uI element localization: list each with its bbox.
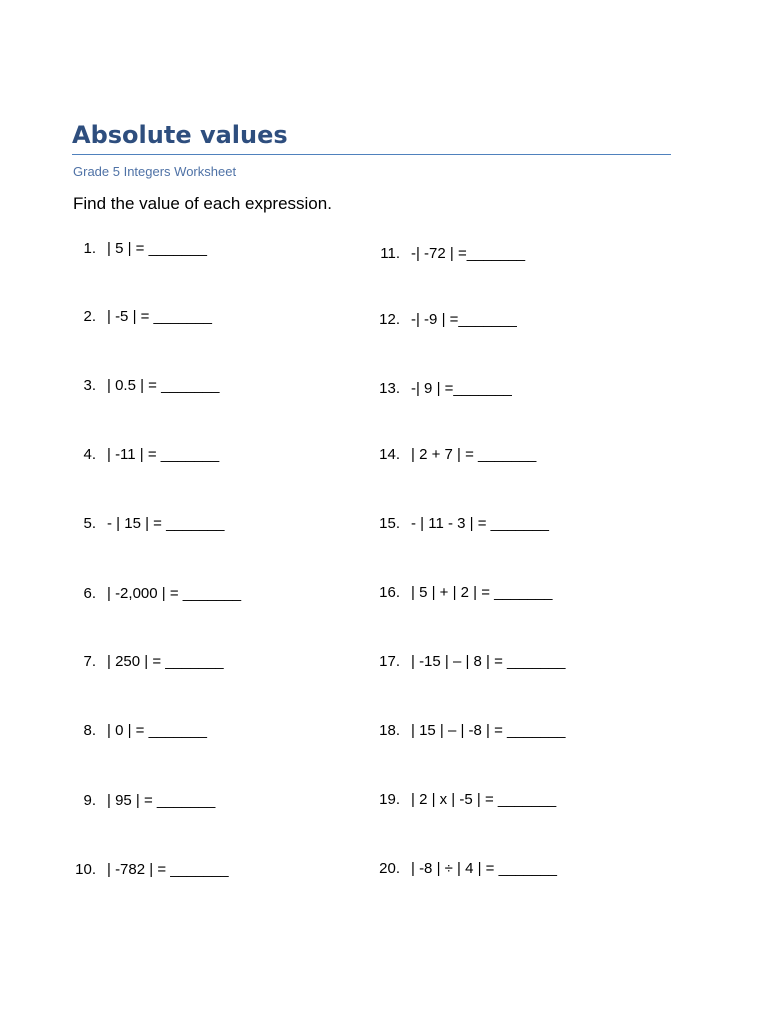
problem-expression: | -782 | = _______ xyxy=(107,861,229,878)
problem-number: 9. xyxy=(83,792,96,809)
problem-number: 2. xyxy=(83,308,96,325)
problem-expression: | 95 | = _______ xyxy=(107,792,216,809)
problem-expression: | 5 | = _______ xyxy=(107,240,207,257)
problem-number: 16. xyxy=(379,584,400,601)
problem-number: 5. xyxy=(83,515,96,532)
problem-expression: | 15 | – | -8 | = _______ xyxy=(411,722,566,739)
problem-19 xyxy=(366,790,556,810)
problem-expression: | 0.5 | = _______ xyxy=(107,377,220,394)
problem-5 xyxy=(62,514,224,534)
problem-16 xyxy=(366,583,553,603)
problem-expression: -| -9 | =_______ xyxy=(411,311,517,328)
problem-number: 1. xyxy=(83,240,96,257)
problem-expression: | -11 | = _______ xyxy=(107,446,220,463)
problem-18 xyxy=(366,721,565,741)
problem-expression: | 250 | = _______ xyxy=(107,653,224,670)
problem-9 xyxy=(62,791,215,811)
instructions: Find the value of each expression. xyxy=(73,194,332,213)
problem-number: 14. xyxy=(379,446,400,463)
problem-8 xyxy=(62,721,207,741)
problem-number: 6. xyxy=(83,585,96,602)
problem-number: 17. xyxy=(379,653,400,670)
problem-number: 20. xyxy=(379,860,400,877)
problem-11 xyxy=(366,244,525,264)
problem-13 xyxy=(366,379,512,399)
problem-expression: | -15 | – | 8 | = _______ xyxy=(411,653,566,670)
problem-20 xyxy=(366,859,557,879)
problem-4 xyxy=(62,445,219,465)
problem-expression: - | 15 | = _______ xyxy=(107,515,225,532)
problem-number: 7. xyxy=(83,653,96,670)
title-divider xyxy=(72,154,671,155)
problem-number: 8. xyxy=(83,722,96,739)
problem-expression: | -8 | ÷ | 4 | = _______ xyxy=(411,860,557,877)
problem-number: 10. xyxy=(75,861,96,878)
problem-1 xyxy=(62,239,207,259)
problem-15 xyxy=(366,514,549,534)
worksheet-subtitle: Grade 5 Integers Worksheet xyxy=(73,164,237,179)
problem-14 xyxy=(366,445,536,465)
problem-number: 11. xyxy=(380,245,400,262)
problem-expression: -| 9 | =_______ xyxy=(411,380,512,397)
problem-2 xyxy=(62,307,212,327)
problem-17 xyxy=(366,652,565,672)
problem-expression: | 2 | x | -5 | = _______ xyxy=(411,791,557,808)
problem-expression: -| -72 | =_______ xyxy=(411,245,526,262)
problem-expression: | -2,000 | = _______ xyxy=(107,585,242,602)
problem-expression: - | 11 - 3 | = _______ xyxy=(411,515,550,532)
problem-number: 3. xyxy=(83,377,96,394)
problem-number: 18. xyxy=(379,722,400,739)
problem-6 xyxy=(62,584,241,604)
problem-number: 12. xyxy=(379,311,400,328)
page-title: Absolute values xyxy=(72,121,288,149)
problem-number: 4. xyxy=(83,446,96,463)
problem-number: 15. xyxy=(379,515,400,532)
problem-expression: | 5 | + | 2 | = _______ xyxy=(411,584,553,601)
problem-10 xyxy=(62,860,229,880)
problem-12 xyxy=(366,310,517,330)
problem-number: 19. xyxy=(379,791,400,808)
problem-expression: | 0 | = _______ xyxy=(107,722,207,739)
problem-number: 13. xyxy=(379,380,400,397)
problem-expression: | -5 | = _______ xyxy=(107,308,212,325)
problem-expression: | 2 + 7 | = _______ xyxy=(411,446,537,463)
problem-7 xyxy=(62,652,224,672)
problem-3 xyxy=(62,376,219,396)
